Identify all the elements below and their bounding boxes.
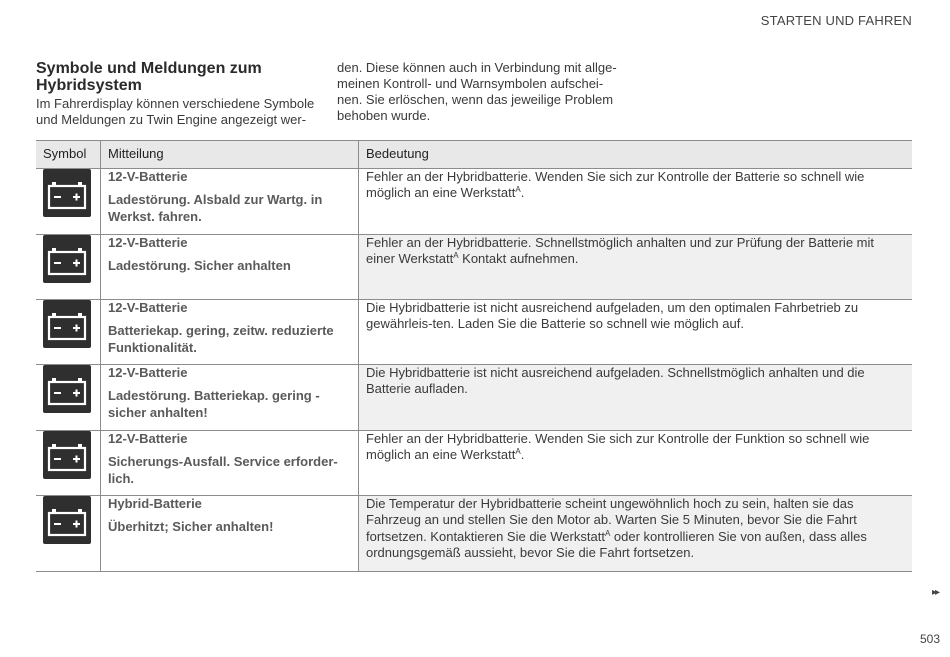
battery-warning-icon: [43, 365, 91, 413]
meaning-text-continued: .: [520, 185, 525, 200]
footnote-marker: A: [604, 528, 611, 538]
meaning-text: Die Hybridbatterie ist nicht ausreichend aufgeladen, um den optimalen Fahrbetrieb zu gewährleis-ten. Laden Sie die Batterie so schnell wie möglich auf.: [366, 299, 859, 331]
mitteilung-cell: [101, 364, 359, 430]
mitteilung-cell: [101, 168, 359, 234]
bedeutung-cell: [359, 299, 913, 364]
message-text: Überhitzt; Sicher anhalten!: [108, 519, 274, 534]
battery-warning-icon: [43, 235, 91, 283]
symbol-cell: [36, 364, 101, 430]
symbol-cell: [36, 234, 101, 299]
section-header: STARTEN UND FAHREN: [760, 13, 912, 28]
mitteilung-cell: [101, 430, 359, 495]
message-text: Batteriekap. gering, zeitw. reduzierte Funktionalität.: [108, 323, 334, 355]
battery-warning-icon: [43, 169, 91, 217]
table-row: [36, 168, 912, 234]
message-title: 12-V-Batterie: [108, 430, 188, 446]
meaning-text-continued: .: [520, 447, 525, 462]
intro-paragraph-1: Im Fahrerdisplay können verschiedene Symbole und Meldungen zu Twin Engine angezeigt wer-: [36, 96, 315, 127]
message-title: 12-V-Batterie: [108, 364, 188, 380]
battery-warning-icon: [43, 300, 91, 348]
intro-paragraph-2: den. Diese können auch in Verbindung mit allge-meinen Kontroll- und Warnsymbolen aufschei-nen. Sie erlöschen, wenn das jeweilige Problem behoben wurde.: [337, 60, 617, 123]
footnote-marker: A: [515, 447, 521, 456]
bedeutung-cell: [359, 168, 913, 234]
message-text: Sicherungs-Ausfall. Service erforder-lich.: [108, 454, 338, 486]
meaning-text-continued: oder kontrollieren Sie von außen, dass alles ordnungsgemäß aussieht, bevor Sie die Fahrt fortsetzen.: [366, 528, 867, 560]
symbol-cell: [36, 299, 101, 364]
mitteilung-cell: [101, 495, 359, 571]
message-text: Ladestörung. Alsbald zur Wartg. in Werkst. fahren.: [108, 192, 323, 224]
header-symbol: Symbol: [36, 141, 101, 169]
page-number: 503: [919, 632, 940, 646]
meaning-text: Fehler an der Hybridbatterie. Schnellstmöglich anhalten und zur Prüfung der Batterie mit einer Werkstatt: [366, 234, 874, 266]
footnote-marker: A: [453, 251, 459, 260]
battery-warning-icon: [43, 431, 91, 479]
battery-warning-icon: [43, 496, 91, 544]
header-bedeutung: Bedeutung: [359, 141, 913, 169]
table-row: [36, 364, 912, 430]
table-row: [36, 299, 912, 364]
footnote-marker: A: [515, 185, 521, 194]
bedeutung-cell: [359, 234, 913, 299]
message-title: Hybrid-Batterie: [108, 495, 202, 511]
message-text: Ladestörung. Batteriekap. gering - sicher anhalten!: [108, 388, 320, 420]
continue-arrows: ▸▸: [931, 587, 938, 598]
bedeutung-cell: [359, 495, 913, 571]
bedeutung-cell: [359, 430, 913, 495]
meaning-text: Die Temperatur der Hybridbatterie scheint ungewöhnlich hoch zu sein, halten sie das Fahrzeug an und stellen Sie den Motor ab. Warten Sie 5 Minuten, bevor Sie die Fahrt fortsetzen. Kontaktieren Sie die Werkstatt: [366, 495, 857, 544]
meaning-text: Fehler an der Hybridbatterie. Wenden Sie sich zur Kontrolle der Funktion so schnell wie möglich an eine Werkstatt: [366, 430, 870, 462]
meaning-text-continued: Kontakt aufnehmen.: [458, 251, 579, 266]
mitteilung-cell: [101, 299, 359, 364]
symbol-message-table: [36, 140, 912, 572]
meaning-text: Fehler an der Hybridbatterie. Wenden Sie sich zur Kontrolle der Batterie so schnell wie möglich an eine Werkstatt: [366, 168, 865, 200]
symbol-cell: [36, 430, 101, 495]
intro-title: Symbole und Meldungen zum Hybridsystem: [36, 60, 262, 94]
table-row: [36, 234, 912, 299]
header-mitteilung: Mitteilung: [101, 141, 359, 169]
table-row: [36, 430, 912, 495]
symbol-cell: [36, 168, 101, 234]
message-title: 12-V-Batterie: [108, 234, 188, 250]
bedeutung-cell: [359, 364, 913, 430]
mitteilung-cell: [101, 234, 359, 299]
message-title: 12-V-Batterie: [108, 299, 188, 315]
meaning-text: Die Hybridbatterie ist nicht ausreichend aufgeladen. Schnellstmöglich anhalten und die Batterie aufladen.: [366, 364, 865, 396]
message-title: 12-V-Batterie: [108, 168, 188, 184]
table-header-row: [36, 141, 912, 169]
symbol-cell: [36, 495, 101, 571]
message-text: Ladestörung. Sicher anhalten: [108, 258, 291, 273]
table-row: [36, 495, 912, 571]
